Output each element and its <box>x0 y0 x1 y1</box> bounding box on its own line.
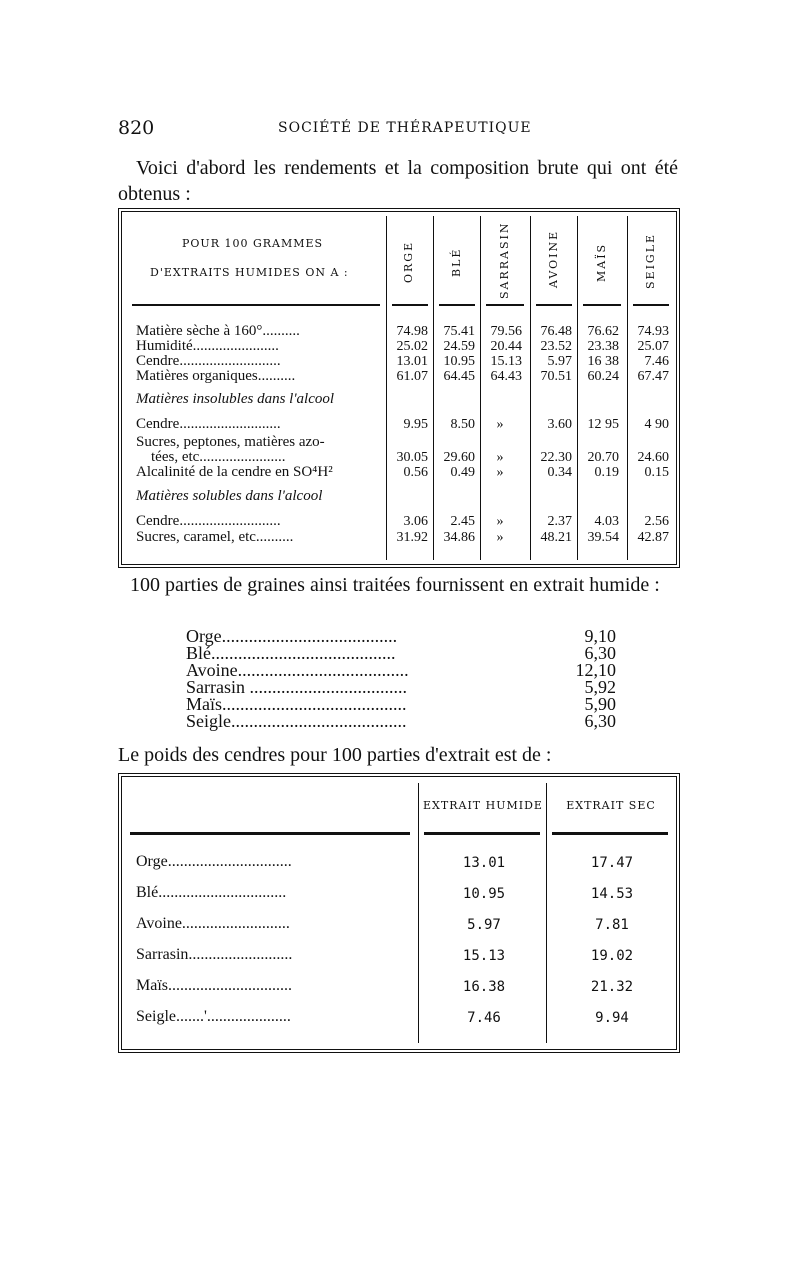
table-cell: 48.21 <box>540 530 572 545</box>
table-cell: 25.02 <box>396 339 428 354</box>
ash-table <box>118 773 680 1053</box>
cell-sec: 14.53 <box>590 886 634 902</box>
table-cell: 13.01 <box>396 354 428 369</box>
section-soluble: Matières solubles dans l'alcool <box>136 488 323 504</box>
table-cell: 25.07 <box>637 339 669 354</box>
table-cell: 42.87 <box>637 530 669 545</box>
list-item: Maïs......................................... 5,90 <box>186 694 616 714</box>
page-number: 820 <box>118 117 155 139</box>
table-cell: » <box>496 514 504 529</box>
table-cell: 2.37 <box>547 514 572 529</box>
table-cell: 0.56 <box>403 465 428 480</box>
row-label: Orge............................... <box>136 853 292 870</box>
cell-humide: 7.46 <box>467 1010 501 1026</box>
table-cell: 24.60 <box>637 450 669 465</box>
table-cell: 4.03 <box>594 514 619 529</box>
table-cell: » <box>496 417 504 432</box>
row-label: Maïs............................... <box>136 977 292 994</box>
table-cell: 0.34 <box>547 465 572 480</box>
list-item: Sarrasin ................................... 5,92 <box>186 677 616 697</box>
table-cell: » <box>496 465 504 480</box>
row-label: Blé................................ <box>136 884 287 901</box>
cell-sec: 21.32 <box>590 979 634 995</box>
table-cell: 74.93 <box>637 324 669 339</box>
list-item: Avoine...................................... 12,10 <box>186 660 616 680</box>
cell-humide: 13.01 <box>462 855 506 871</box>
table-cell: 75.41 <box>443 324 475 339</box>
table-cell: 64.43 <box>490 369 522 384</box>
col-ble: BLÉ <box>450 247 463 277</box>
row-label: tées, etc....................... <box>136 449 286 465</box>
list-item: Blé......................................... 6,30 <box>186 643 616 663</box>
table-cell: » <box>496 530 504 545</box>
table-cell: 76.48 <box>540 324 572 339</box>
table-cell: 15.13 <box>490 354 522 369</box>
table-cell: 60.24 <box>587 369 619 384</box>
row-label: Cendre........................... <box>136 353 281 369</box>
table-cell: 5.97 <box>547 354 572 369</box>
list-item: Seigle....................................... 6,30 <box>186 711 616 731</box>
table-cell: 30.05 <box>396 450 428 465</box>
table-cell: 7.46 <box>644 354 669 369</box>
cell-sec: 7.81 <box>595 917 629 933</box>
running-title: SOCIÉTÉ DE THÉRAPEUTIQUE <box>278 120 532 136</box>
col-avoine: AVOINE <box>547 229 560 289</box>
cell-humide: 15.13 <box>462 948 506 964</box>
ash-paragraph: Le poids des cendres pour 100 parties d'extrait est de : <box>118 744 552 766</box>
table-cell: 8.50 <box>450 417 475 432</box>
row-label: Matières organiques.......... <box>136 368 296 384</box>
row-label: Cendre........................... <box>136 416 281 432</box>
table-cell: 23.52 <box>540 339 572 354</box>
row-label: Cendre........................... <box>136 513 281 529</box>
table-cell: 61.07 <box>396 369 428 384</box>
table-cell: 23.38 <box>587 339 619 354</box>
table-cell: 74.98 <box>396 324 428 339</box>
row-label: Alcalinité de la cendre en SO⁴H² <box>136 464 333 480</box>
table-cell: 34.86 <box>443 530 475 545</box>
cell-sec: 9.94 <box>595 1010 629 1026</box>
table-cell: 64.45 <box>443 369 475 384</box>
table-cell: 29.60 <box>443 450 475 465</box>
yield-list <box>186 628 616 730</box>
cell-sec: 17.47 <box>590 855 634 871</box>
table-cell: 4 90 <box>644 417 669 432</box>
table-cell: 20.44 <box>490 339 522 354</box>
table-cell: 10.95 <box>443 354 475 369</box>
composition-table <box>118 208 680 568</box>
col-seigle: SEIGLE <box>644 232 657 290</box>
intro-paragraph: Voici d'abord les rendements et la composition brute qui ont été obtenus : <box>118 157 678 205</box>
row-label: Seigle.......'..................... <box>136 1008 291 1025</box>
table-cell: 9.95 <box>403 417 428 432</box>
table-cell: 3.60 <box>547 417 572 432</box>
table-cell: 79.56 <box>490 324 522 339</box>
table-cell: 2.45 <box>450 514 475 529</box>
table-cell: 16 38 <box>587 354 619 369</box>
row-label: Matière sèche à 160°.......... <box>136 323 300 339</box>
row-label: Avoine........................... <box>136 915 290 932</box>
cell-humide: 16.38 <box>462 979 506 995</box>
table-cell: 70.51 <box>540 369 572 384</box>
table-cell: 31.92 <box>396 530 428 545</box>
col-sarrasin: SARRASIN <box>498 221 511 299</box>
table-cell: 12 95 <box>587 417 619 432</box>
table-cell: 0.19 <box>594 465 619 480</box>
col-mais: MAÏS <box>595 242 608 282</box>
col-extrait-sec: EXTRAIT SEC <box>566 799 656 812</box>
cell-humide: 10.95 <box>462 886 506 902</box>
row-label: Sucres, peptones, matières azo- <box>136 434 325 450</box>
table-cell: » <box>496 450 504 465</box>
list-item: Orge....................................... 9,10 <box>186 626 616 646</box>
table1-header-line1: POUR 100 GRAMMES <box>182 237 324 250</box>
table-cell: 0.15 <box>644 465 669 480</box>
table-cell: 20.70 <box>587 450 619 465</box>
col-orge: ORGE <box>402 240 415 284</box>
cell-sec: 19.02 <box>590 948 634 964</box>
table-cell: 22.30 <box>540 450 572 465</box>
table1-header-line2: D'EXTRAITS HUMIDES ON A : <box>150 266 349 279</box>
row-label: Sucres, caramel, etc.......... <box>136 529 294 545</box>
col-extrait-humide: EXTRAIT HUMIDE <box>423 799 543 812</box>
table-cell: 24.59 <box>443 339 475 354</box>
table-cell: 0.49 <box>450 465 475 480</box>
table-cell: 3.06 <box>403 514 428 529</box>
section-insoluble: Matières insolubles dans l'alcool <box>136 391 335 407</box>
table-cell: 39.54 <box>587 530 619 545</box>
table-cell: 2.56 <box>644 514 669 529</box>
row-label: Humidité....................... <box>136 338 279 354</box>
yield-paragraph: 100 parties de graines ainsi traitées fournissent en extrait humide : <box>130 574 660 596</box>
table-cell: 67.47 <box>637 369 669 384</box>
table-cell: 76.62 <box>587 324 619 339</box>
cell-humide: 5.97 <box>467 917 501 933</box>
row-label: Sarrasin.......................... <box>136 946 293 963</box>
